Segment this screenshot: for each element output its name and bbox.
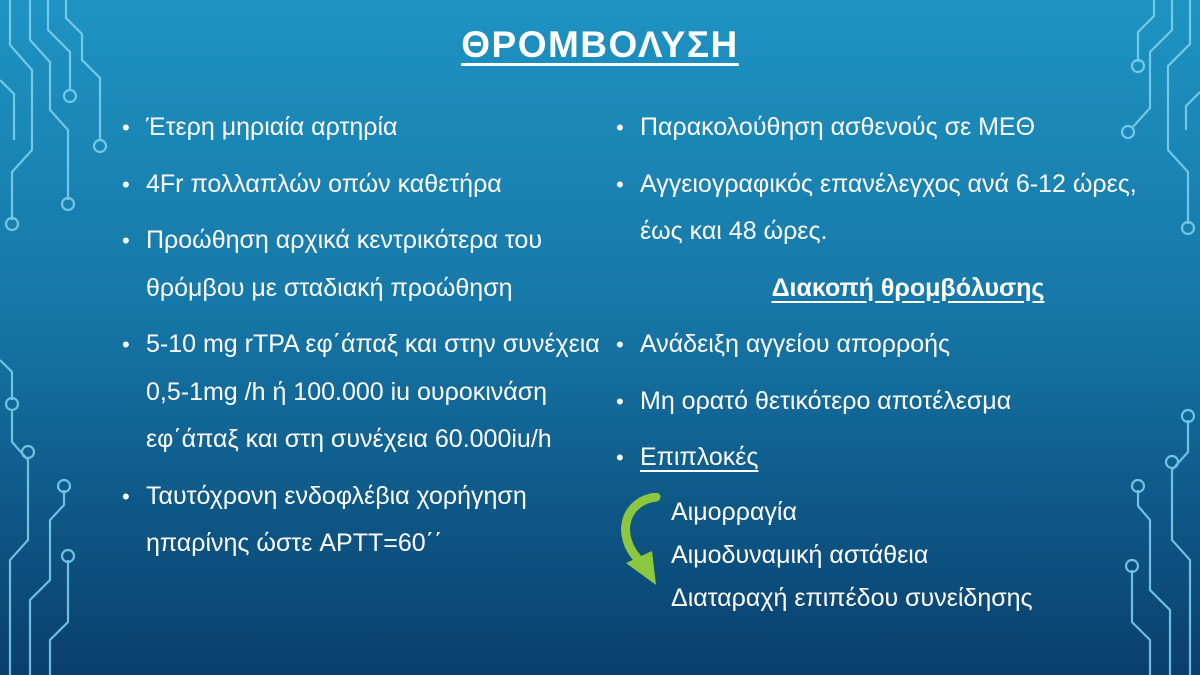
left-column	[122, 104, 602, 577]
list-item: • Μη ορατό θετικότερο αποτέλεσμα	[616, 378, 1176, 426]
list-item: • 5-10 mg rTPA εφ΄άπαξ και στην συνέχεια 0,5-1mg /h ή 100.000 iu ουροκινάση εφ΄άπαξ και στη συνέχεια 60.000iu/h	[122, 321, 602, 464]
complications-label: Επιπλοκές	[640, 443, 759, 471]
curved-arrow-icon	[616, 493, 666, 588]
stop-thrombolysis-heading: Διακοπή θρομβόλυσης	[771, 273, 1045, 302]
list-item: • Αγγειογραφικός επανέλεγχος ανά 6-12 ώρες, έως και 48 ώρες.	[616, 161, 1176, 256]
stop-criteria-list	[616, 321, 1176, 482]
complications-item	[616, 434, 1176, 482]
slide-title: ΘΡΟΜΒΟΛΥΣΗ	[461, 24, 739, 65]
complication-item: Αιμορραγία	[671, 497, 797, 526]
list-item: • Ταυτόχρονη ενδοφλέβια χορήγηση ηπαρίνης ώστε APTT=60΄΄	[122, 473, 602, 568]
list-item: • 4Fr πολλαπλών οπών καθετήρα	[122, 161, 602, 209]
right-column	[616, 104, 1176, 620]
complication-item: Διαταραχή επιπέδου συνείδησης	[671, 583, 1033, 612]
complications-list	[616, 491, 1176, 620]
right-bullet-list	[616, 104, 1176, 256]
complication-item: Αιμοδυναμική αστάθεια	[671, 540, 929, 569]
list-item: • Προώθηση αρχικά κεντρικότερα του θρόμβου με σταδιακή προώθηση	[122, 217, 602, 312]
list-item: • Έτερη μηριαία αρτηρία	[122, 104, 602, 152]
left-bullet-list	[122, 104, 602, 568]
list-item: • Παρακολούθηση ασθενούς σε ΜΕΘ	[616, 104, 1176, 152]
list-item: • Ανάδειξη αγγείου απορροής	[616, 321, 1176, 369]
